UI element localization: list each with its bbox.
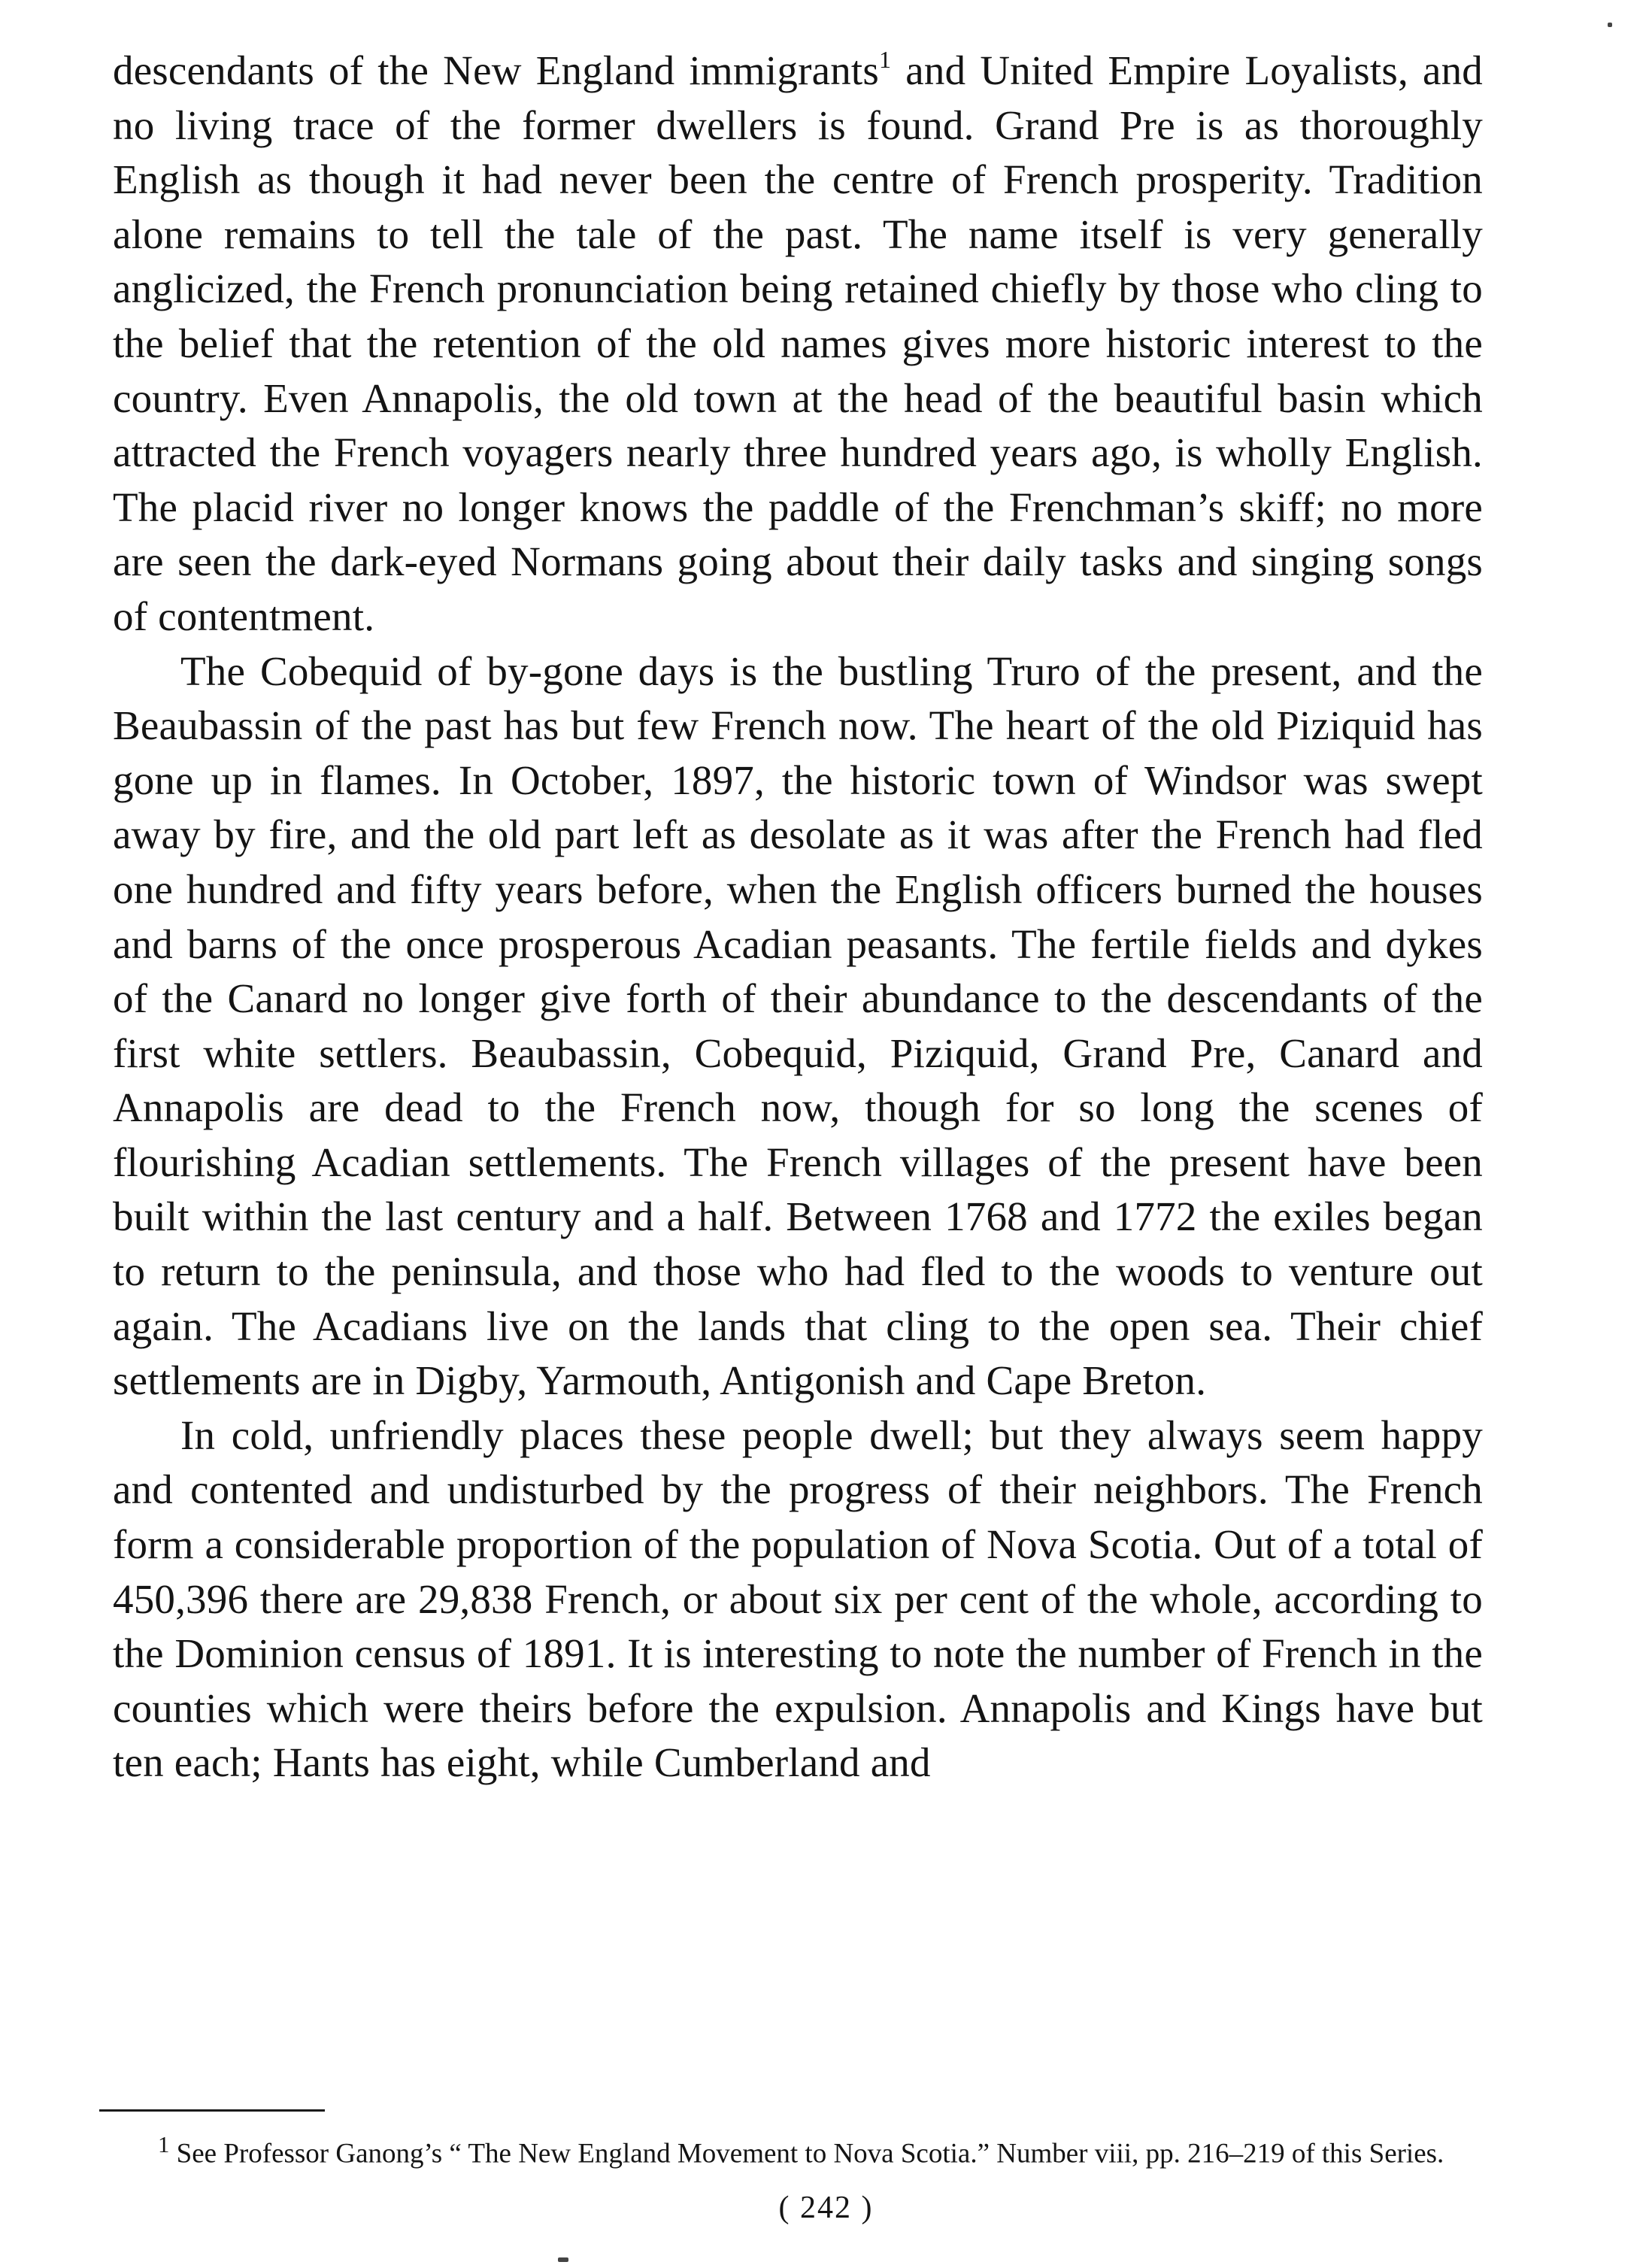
page-number: ( 242 ): [778, 2191, 874, 2225]
paragraph: [113, 1408, 1483, 1790]
body-text: [113, 44, 1483, 1790]
footnote-reference: 1: [879, 46, 892, 73]
footnotes: [113, 2125, 1483, 2173]
footnote-1: [113, 2125, 1483, 2173]
paragraph: [113, 644, 1483, 1408]
paragraph: [113, 44, 1483, 644]
scan-speck: [558, 2257, 568, 2262]
paragraph-text: and United Empire Loyalists, and no living trace of the former dwellers is found. Grand Pre is as thoroughly English as though it had never been the centre of French prosperity. Tradition alone remains to tell the tale of the past. The name itself is very generally anglicized, the French pronunciation being retained chiefly by those who cling to the belief that the retention of the old names gives more historic interest to the country. Even Annapolis, the old town at the head of the beautiful basin which attracted the French voyagers nearly three hundred years ago, is wholly English. The placid river no longer knows the paddle of the Frenchman’s skiff; no more are seen the dark-eyed Normans going about their daily tasks and singing songs of contentment.: [113, 47, 1483, 639]
footnote-text: See Professor Ganong’s “ The New England Movement to Nova Scotia.” Number viii, pp. 216–219 of this Series.: [176, 2138, 1444, 2169]
footnote-marker: 1: [158, 2132, 170, 2157]
paragraph-text: The Cobequid of by-gone days is the bustling Truro of the present, and the Beaubassin of the past has but few French now. The heart of the old Piziquid has gone up in flames. In October, 1897, the historic town of Windsor was swept away by fire, and the old part left as desolate as it was after the French had fled one hundred and fifty years before, when the English officers burned the houses and barns of the once prosperous Acadian peasants. The fertile fields and dykes of the Canard no longer give forth of their abundance to the descendants of the first white settlers. Beaubassin, Cobequid, Piziquid, Grand Pre, Canard and Annapolis are dead to the French now, though for so long the scenes of flourishing Acadian settlements. The French villages of the present have been built within the last century and a half. Between 1768 and 1772 the exiles began to return to the peninsula, and those who had fled to the woods to venture out again. The Acadians live on the lands that cling to the open sea. Their chief settlements are in Digby, Yarmouth, Antigonish and Cape Breton.: [113, 647, 1483, 1404]
scan-speck: [1608, 23, 1612, 27]
paragraph-text: In cold, unfriendly places these people dwell; but they always seem happy and contented and undisturbed by the progress of their neighbors. The French form a considerable proportion of the population of Nova Scotia. Out of a total of 450,396 there are 29,838 French, or about six per cent of the whole, according to the Dominion census of 1891. It is interesting to note the number of French in the counties which were theirs before the expulsion. Annapolis and Kings have but ten each; Hants has eight, while Cumberland and: [113, 1411, 1483, 1786]
footnote-divider: [99, 2109, 325, 2112]
paragraph-text: descendants of the New England immigrants: [113, 47, 879, 93]
